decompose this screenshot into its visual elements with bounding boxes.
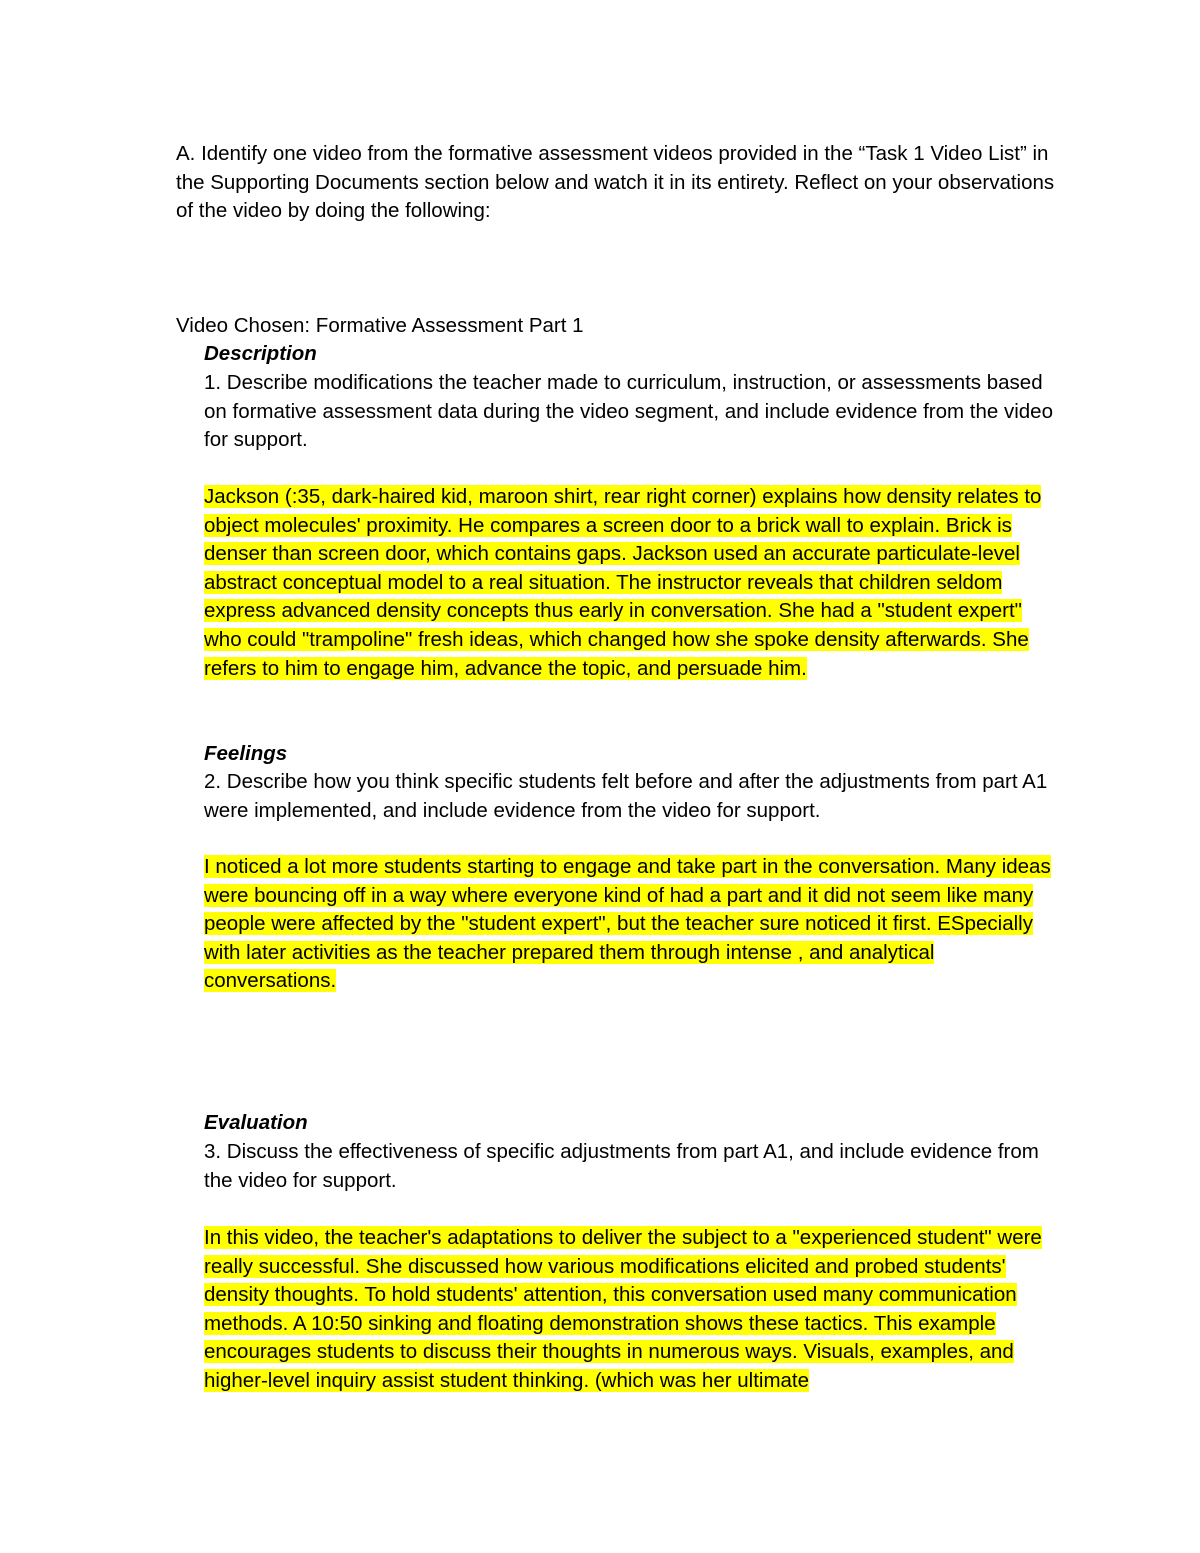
feelings-prompt: 2. Describe how you think specific students felt before and after the adjustments from part A1 were implemented, and include evidence from the video for support. xyxy=(204,770,1048,822)
description-prompt: 1. Describe modifications the teacher made to curriculum, instruction, or assessments based on formative assessment data during the video segment, and include evidence from the video for support. xyxy=(204,371,1053,452)
evaluation-response-text: In this video, the teacher's adaptations to deliver the subject to a "experienced student" were really successful. She discussed how various modifications elicited and probed students' density thoughts. To hold students' attention, this conversation used many communication methods. A 10:50 sinking and floating demonstration shows these tactics. This example encourages students to discuss their thoughts in numerous ways. Visuals, examples, and higher-level inquiry assist student thinking. (which was her ultimate xyxy=(204,1226,1042,1392)
video-chosen-line: Video Chosen: Formative Assessment Part 1 xyxy=(176,314,584,337)
feelings-response xyxy=(204,853,1054,996)
intro-paragraph: A. Identify one video from the formative assessment videos provided in the “Task 1 Video List” in the Supporting Documents section below and watch it in its entirety. Reflect on your observations of the video by doing the following: xyxy=(176,142,1055,223)
description-response-text: Jackson (:35, dark-haired kid, maroon shirt, rear right corner) explains how density relates to object molecules' proximity. He compares a screen door to a brick wall to explain. Brick is denser than screen door, which contains gaps. Jackson used an accurate particulate-level abstract conceptual model to a real situation. The instructor reveals that children seldom express advanced density concepts thus early in conversation. She had a "student expert" who could "trampoline" fresh ideas, which changed how she spoke density afterwards. She refers to him to engage him, advance the topic, and persuade him. xyxy=(204,485,1042,680)
description-response xyxy=(204,483,1054,683)
feelings-heading: Feelings xyxy=(204,742,288,765)
evaluation-prompt: 3. Discuss the effectiveness of specific adjustments from part A1, and include evidence from the video for support. xyxy=(204,1140,1039,1192)
feelings-response-text: I noticed a lot more students starting to engage and take part in the conversation. Many ideas were bouncing off in a way where everyone kind of had a part and it did not seem like many people were affected by the "student expert", but the teacher sure noticed it first. ESpecially with later activities as the teacher prepared them through intense , and analytical conversations. xyxy=(204,855,1051,993)
evaluation-response xyxy=(204,1224,1054,1396)
evaluation-heading: Evaluation xyxy=(204,1111,308,1134)
description-heading: Description xyxy=(204,342,317,365)
